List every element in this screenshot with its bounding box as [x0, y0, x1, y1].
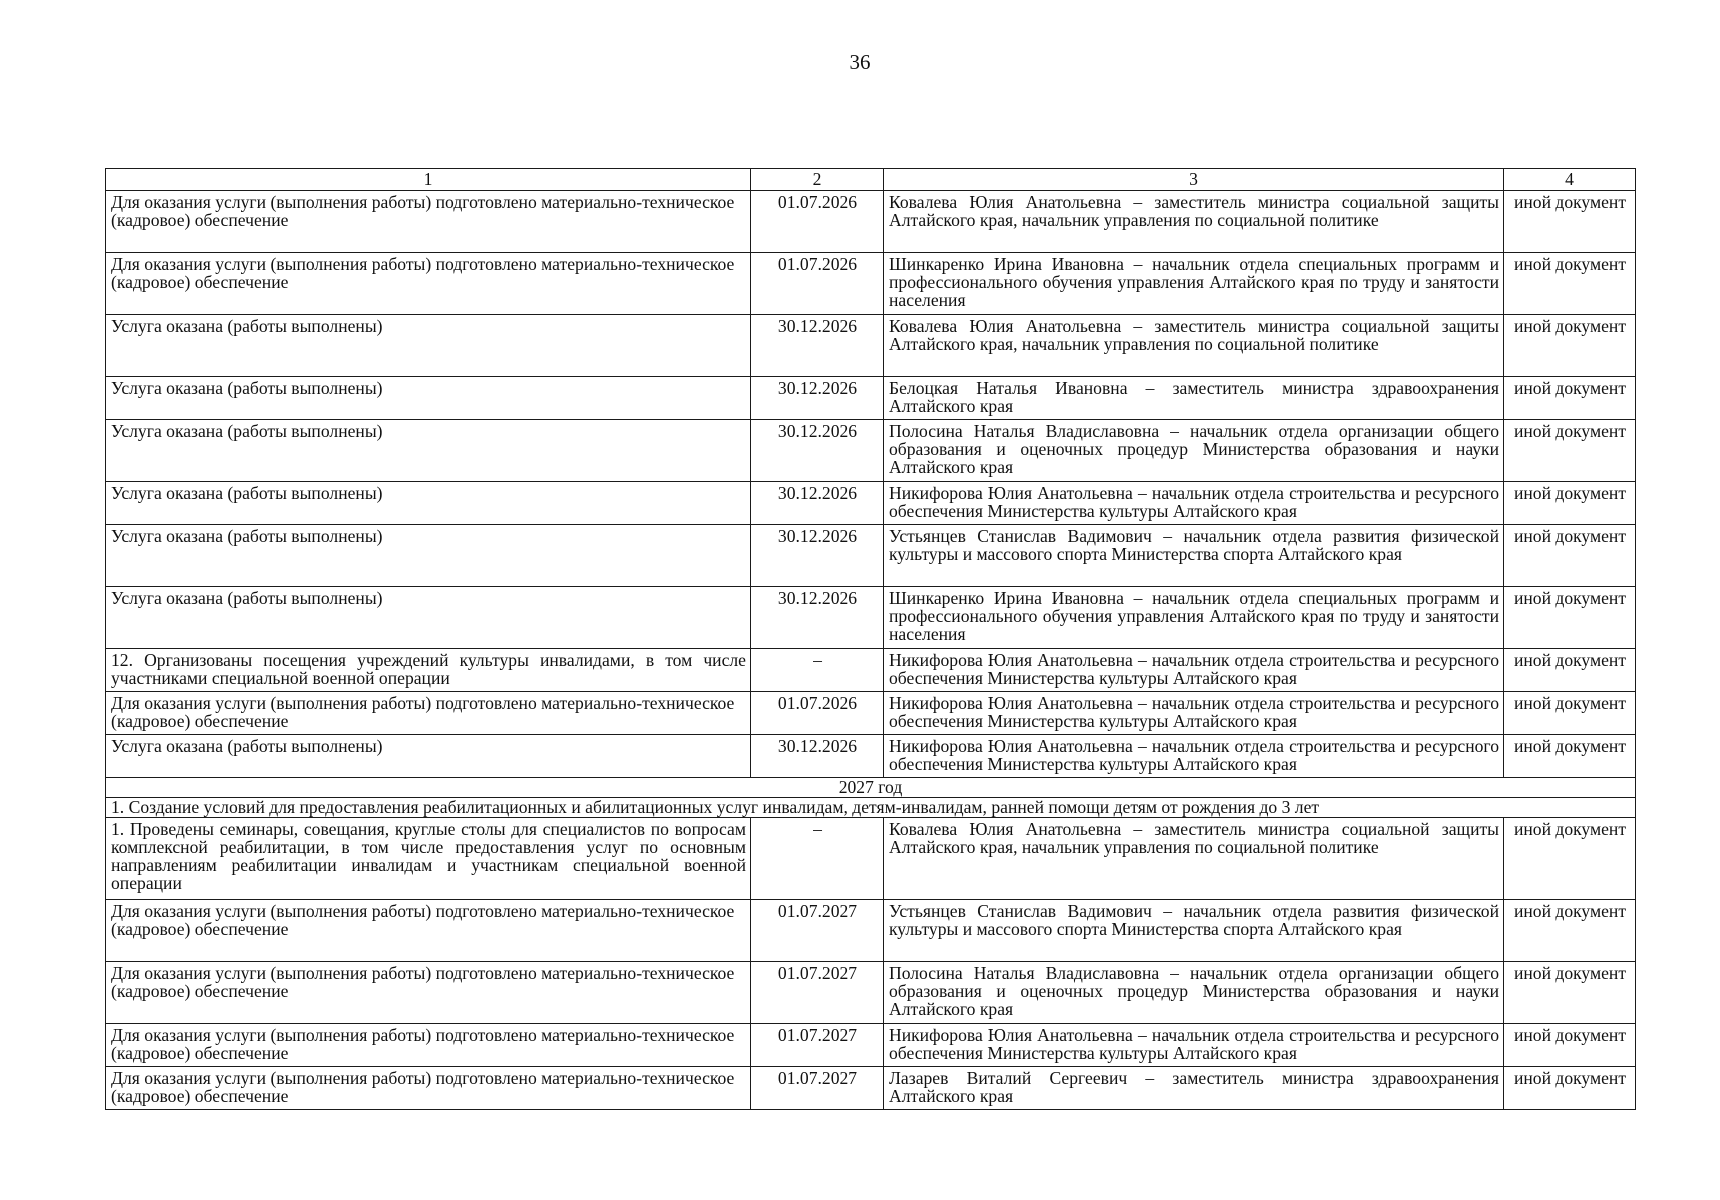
page-number: 36	[849, 50, 871, 74]
document-type-cell: иной документ	[1504, 377, 1636, 420]
date-cell: 01.07.2026	[751, 692, 884, 735]
date-cell: 30.12.2026	[751, 315, 884, 377]
document-type-cell: иной документ	[1504, 962, 1636, 1024]
responsible-cell: Никифорова Юлия Анатольевна – начальник отдела строительства и ресурсного обеспечения Министерства культуры Алтайского края	[884, 649, 1504, 692]
table-row	[106, 900, 1636, 962]
responsible-cell: Белоцкая Наталья Ивановна – заместитель министра здравоохранения Алтайского края	[884, 377, 1504, 420]
table-row	[106, 525, 1636, 587]
header-col-4: 4	[1504, 169, 1636, 191]
responsible-cell: Никифорова Юлия Анатольевна – начальник отдела строительства и ресурсного обеспечения Министерства культуры Алтайского края	[884, 1024, 1504, 1067]
date-cell: 01.07.2027	[751, 1067, 884, 1110]
date-cell: 30.12.2026	[751, 525, 884, 587]
table-row	[106, 735, 1636, 778]
date-cell: –	[751, 649, 884, 692]
date-cell: 30.12.2026	[751, 482, 884, 525]
control-point-cell: Для оказания услуги (выполнения работы) подготовлено материально-техническое (кадровое) обеспечение	[106, 692, 751, 735]
responsible-cell: Полосина Наталья Владиславовна – начальник отдела организации общего образования и оценочных процедур Министерства образования и науки Алтайского края	[884, 420, 1504, 482]
document-type-cell: иной документ	[1504, 482, 1636, 525]
document-type-cell: иной документ	[1504, 315, 1636, 377]
control-point-cell: Услуга оказана (работы выполнены)	[106, 525, 751, 587]
date-cell: 01.07.2026	[751, 191, 884, 253]
responsible-cell: Ковалева Юлия Анатольевна – заместитель министра социальной защиты Алтайского края, начальник управления по социальной политике	[884, 191, 1504, 253]
section-heading-row	[106, 798, 1636, 818]
control-point-cell: Для оказания услуги (выполнения работы) подготовлено материально-техническое (кадровое) обеспечение	[106, 191, 751, 253]
table-row	[106, 587, 1636, 649]
control-point-cell: Услуга оказана (работы выполнены)	[106, 735, 751, 778]
date-cell: 01.07.2027	[751, 962, 884, 1024]
section-heading: 1. Создание условий для предоставления реабилитационных и абилитационных услуг инвалидам, детям-инвалидам, ранней помощи детям от рождения до 3 лет	[106, 798, 1636, 818]
table-row	[106, 420, 1636, 482]
control-point-cell: Услуга оказана (работы выполнены)	[106, 482, 751, 525]
table-row	[106, 692, 1636, 735]
table-row	[106, 191, 1636, 253]
year-heading-row	[106, 778, 1636, 798]
control-point-cell: Для оказания услуги (выполнения работы) подготовлено материально-техническое (кадровое) обеспечение	[106, 1067, 751, 1110]
responsible-cell: Ковалева Юлия Анатольевна – заместитель министра социальной защиты Алтайского края, начальник управления по социальной политике	[884, 818, 1504, 900]
document-type-cell: иной документ	[1504, 587, 1636, 649]
table-row	[106, 253, 1636, 315]
date-cell: 01.07.2027	[751, 1024, 884, 1067]
control-point-cell: 12. Организованы посещения учреждений культуры инвалидами, в том числе участниками специальной военной операции	[106, 649, 751, 692]
header-col-2: 2	[751, 169, 884, 191]
table-row	[106, 649, 1636, 692]
control-point-cell: Услуга оказана (работы выполнены)	[106, 377, 751, 420]
document-type-cell: иной документ	[1504, 735, 1636, 778]
control-point-cell: Услуга оказана (работы выполнены)	[106, 420, 751, 482]
responsible-cell: Шинкаренко Ирина Ивановна – начальник отдела специальных программ и профессионального обучения управления Алтайского края по труду и занятости населения	[884, 587, 1504, 649]
table-row	[106, 377, 1636, 420]
responsible-cell: Лазарев Виталий Сергеевич – заместитель министра здравоохранения Алтайского края	[884, 1067, 1504, 1110]
responsible-cell: Никифорова Юлия Анатольевна – начальник отдела строительства и ресурсного обеспечения Министерства культуры Алтайского края	[884, 482, 1504, 525]
document-type-cell: иной документ	[1504, 525, 1636, 587]
control-point-cell: Для оказания услуги (выполнения работы) подготовлено материально-техническое (кадровое) обеспечение	[106, 962, 751, 1024]
document-type-cell: иной документ	[1504, 818, 1636, 900]
year-heading: 2027 год	[106, 778, 1636, 798]
header-row	[106, 169, 1636, 191]
date-cell: 30.12.2026	[751, 377, 884, 420]
control-point-cell: Для оказания услуги (выполнения работы) подготовлено материально-техническое (кадровое) обеспечение	[106, 900, 751, 962]
table-row	[106, 962, 1636, 1024]
responsible-cell: Никифорова Юлия Анатольевна – начальник отдела строительства и ресурсного обеспечения Министерства культуры Алтайского края	[884, 735, 1504, 778]
control-point-cell: Для оказания услуги (выполнения работы) подготовлено материально-техническое (кадровое) обеспечение	[106, 253, 751, 315]
responsible-cell: Шинкаренко Ирина Ивановна – начальник отдела специальных программ и профессионального обучения управления Алтайского края по труду и занятости населения	[884, 253, 1504, 315]
document-type-cell: иной документ	[1504, 1024, 1636, 1067]
date-cell: 30.12.2026	[751, 735, 884, 778]
document-type-cell: иной документ	[1504, 420, 1636, 482]
date-cell: –	[751, 818, 884, 900]
document-type-cell: иной документ	[1504, 253, 1636, 315]
control-point-cell: Для оказания услуги (выполнения работы) подготовлено материально-техническое (кадровое) обеспечение	[106, 1024, 751, 1067]
responsible-cell: Ковалева Юлия Анатольевна – заместитель министра социальной защиты Алтайского края, начальник управления по социальной политике	[884, 315, 1504, 377]
responsible-cell: Никифорова Юлия Анатольевна – начальник отдела строительства и ресурсного обеспечения Министерства культуры Алтайского края	[884, 692, 1504, 735]
measures-table	[105, 168, 1636, 1110]
control-point-cell: Услуга оказана (работы выполнены)	[106, 587, 751, 649]
responsible-cell: Устьянцев Станислав Вадимович – начальник отдела развития физической культуры и массового спорта Министерства спорта Алтайского края	[884, 900, 1504, 962]
responsible-cell: Устьянцев Станислав Вадимович – начальник отдела развития физической культуры и массового спорта Министерства спорта Алтайского края	[884, 525, 1504, 587]
document-type-cell: иной документ	[1504, 900, 1636, 962]
table-row	[106, 1067, 1636, 1110]
date-cell: 01.07.2026	[751, 253, 884, 315]
date-cell: 30.12.2026	[751, 587, 884, 649]
date-cell: 01.07.2027	[751, 900, 884, 962]
document-type-cell: иной документ	[1504, 1067, 1636, 1110]
table-row	[106, 482, 1636, 525]
table-row	[106, 1024, 1636, 1067]
header-col-1: 1	[106, 169, 751, 191]
table-row	[106, 818, 1636, 900]
document-type-cell: иной документ	[1504, 692, 1636, 735]
document-type-cell: иной документ	[1504, 649, 1636, 692]
control-point-cell: Услуга оказана (работы выполнены)	[106, 315, 751, 377]
table-row	[106, 315, 1636, 377]
responsible-cell: Полосина Наталья Владиславовна – начальник отдела организации общего образования и оценочных процедур Министерства образования и науки Алтайского края	[884, 962, 1504, 1024]
date-cell: 30.12.2026	[751, 420, 884, 482]
header-col-3: 3	[884, 169, 1504, 191]
document-type-cell: иной документ	[1504, 191, 1636, 253]
control-point-cell: 1. Проведены семинары, совещания, круглые столы для специалистов по вопросам комплексной реабилитации, в том числе предоставления услуг по основным направлениям реабилитации инвалидам и участникам специальной военной операции	[106, 818, 751, 900]
